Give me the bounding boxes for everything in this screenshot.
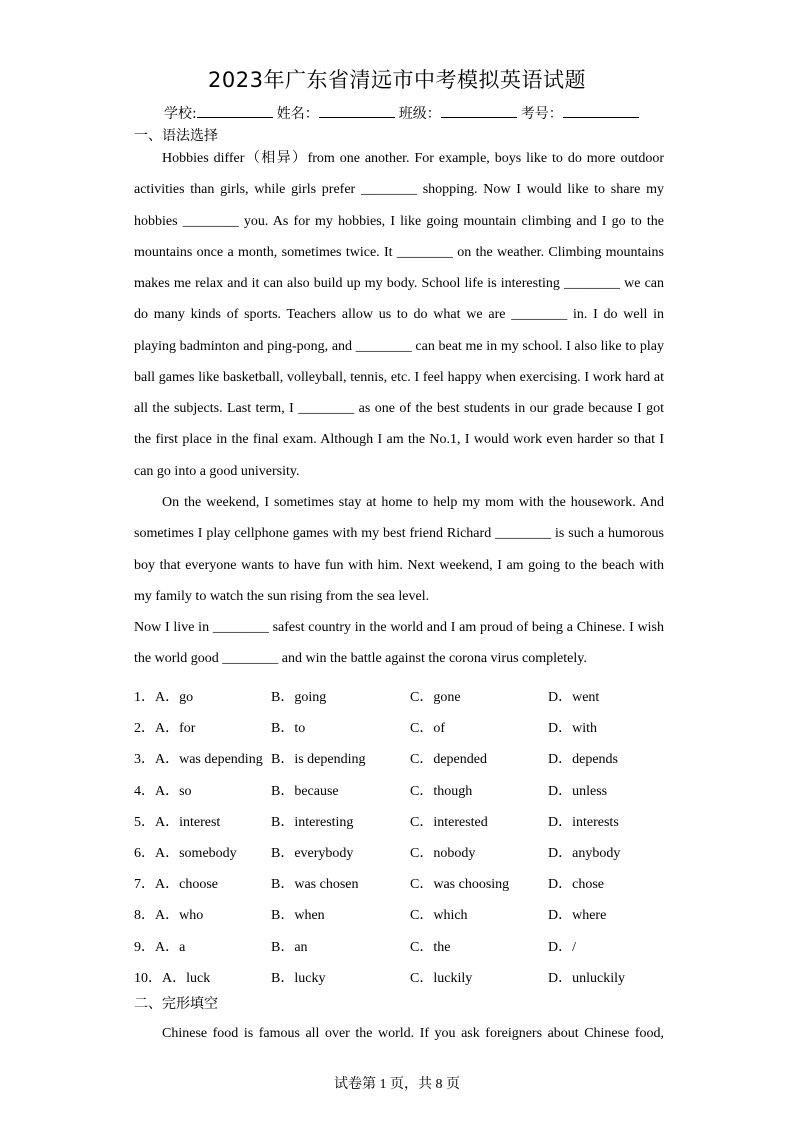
option-d[interactable]: D．unluckily: [548, 970, 625, 986]
option-a[interactable]: 4．A．so: [134, 783, 192, 799]
option-a[interactable]: 5．A．interest: [134, 814, 221, 830]
passage-line: ball games like basketball, volleyball, tennis, etc. I feel happy when exercising. I work hard at: [134, 369, 664, 385]
exam-number-label: 考号：: [520, 106, 563, 122]
name-label: 姓名：: [276, 106, 319, 122]
option-a[interactable]: 8．A．who: [134, 908, 204, 924]
school-blank[interactable]: [197, 103, 273, 118]
option-c[interactable]: C．of: [410, 721, 445, 737]
option-a[interactable]: 9．A．a: [134, 939, 186, 955]
passage-line: Now I live in ________ safest country in the world and I am proud of being a Chinese. I wish: [134, 620, 664, 635]
option-d[interactable]: D．chose: [548, 877, 604, 893]
passage-line: do many kinds of sports. Teachers allow us to do what we are ________ in. I do well in: [134, 307, 664, 323]
option-c[interactable]: C．nobody: [410, 845, 476, 861]
option-a[interactable]: 3．A．was depending: [134, 752, 263, 768]
option-c[interactable]: C．interested: [410, 814, 488, 830]
option-b[interactable]: B．is depending: [271, 752, 366, 768]
passage-line: makes me relax and it can also build up my body. School life is interesting ________ we can: [134, 276, 664, 291]
option-d[interactable]: D．where: [548, 908, 607, 924]
section-heading-cloze: 二、完形填空: [134, 996, 218, 1012]
option-c[interactable]: C．though: [410, 783, 473, 799]
option-c[interactable]: C．luckily: [410, 970, 473, 986]
passage-paragraph-1: [134, 143, 664, 487]
option-c[interactable]: C．which: [410, 908, 468, 924]
option-d[interactable]: D．went: [548, 690, 600, 705]
option-c[interactable]: C．depended: [410, 752, 487, 768]
option-a[interactable]: 6．A．somebody: [134, 845, 237, 861]
class-label: 班级：: [398, 106, 441, 122]
passage-paragraph-2: [134, 487, 664, 612]
option-d[interactable]: D．anybody: [548, 845, 621, 861]
option-b[interactable]: B．an: [271, 939, 308, 955]
passage-line: hobbies ________ you. As for my hobbies, I like going mountain climbing and I go to the: [134, 213, 664, 229]
option-c[interactable]: C．the: [410, 939, 451, 955]
option-c[interactable]: C．was choosing: [410, 877, 510, 893]
option-b[interactable]: B．going: [271, 690, 327, 705]
option-d[interactable]: D．/: [548, 939, 576, 955]
student-info-row: [164, 103, 643, 123]
page-footer: 试卷第 1 页，共 8 页: [334, 1077, 460, 1092]
passage-line: the world good ________ and win the battle against the corona virus completely.: [134, 651, 587, 667]
passage-line: all the subjects. Last term, I ________ as one of the best students in our grade because I got: [134, 401, 664, 416]
option-a[interactable]: 2．A．for: [134, 721, 196, 737]
option-c[interactable]: C．gone: [410, 690, 461, 705]
option-b[interactable]: B．when: [271, 908, 325, 924]
passage-line: mountains once a month, sometimes twice. It ________ on the weather. Climbing mountains: [134, 244, 664, 260]
passage-line: the first place in the final exam. Although I am the No.1, I would work even harder so that I: [134, 432, 664, 448]
passage-paragraph-4: [134, 1018, 664, 1049]
option-b[interactable]: B．was chosen: [271, 877, 359, 893]
passage-line: On the weekend, I sometimes stay at home to help my mom with the housework. And: [162, 495, 664, 510]
option-b[interactable]: B．to: [271, 721, 306, 737]
passage-paragraph-3: [134, 612, 664, 675]
option-b[interactable]: B．everybody: [271, 845, 354, 861]
option-d[interactable]: D．with: [548, 721, 597, 737]
option-a[interactable]: 1．A．go: [134, 690, 194, 705]
class-blank[interactable]: [441, 103, 517, 118]
option-d[interactable]: D．interests: [548, 814, 619, 830]
exam-title: 2023年广东省清远市中考模拟英语试题: [208, 68, 586, 92]
name-blank[interactable]: [319, 103, 395, 118]
option-a[interactable]: 10．A．luck: [134, 970, 211, 986]
option-b[interactable]: B．interesting: [271, 814, 354, 830]
passage-line: Hobbies differ（相异）from one another. For example, boys like to do more outdoor: [162, 151, 664, 166]
section-heading-grammar: 一、语法选择: [134, 128, 218, 144]
passage-line: activities than girls, while girls prefer ________ shopping. Now I would like to share my: [134, 182, 664, 198]
option-a[interactable]: 7．A．choose: [134, 877, 218, 893]
passage-line: my family to watch the sun rising from the sea level.: [134, 588, 430, 604]
passage-line: Chinese food is famous all over the world. If you ask foreigners about Chinese food,: [162, 1026, 664, 1041]
option-b[interactable]: B．because: [271, 783, 339, 799]
option-d[interactable]: D．depends: [548, 752, 618, 768]
exam-number-blank[interactable]: [563, 103, 639, 118]
option-d[interactable]: D．unless: [548, 783, 608, 799]
passage-line: can go into a good university.: [134, 463, 300, 479]
school-label: 学校:: [164, 106, 197, 122]
option-b[interactable]: B．lucky: [271, 970, 326, 986]
passage-line: boy that everyone wants to have fun with him. Next weekend, I am going to the beach with: [134, 557, 664, 573]
passage-line: sometimes I play cellphone games with my best friend Richard ________ is such a humorous: [134, 526, 664, 542]
passage-line: playing badminton and ping-pong, and ________ can beat me in my school. I also like to play: [134, 338, 664, 354]
